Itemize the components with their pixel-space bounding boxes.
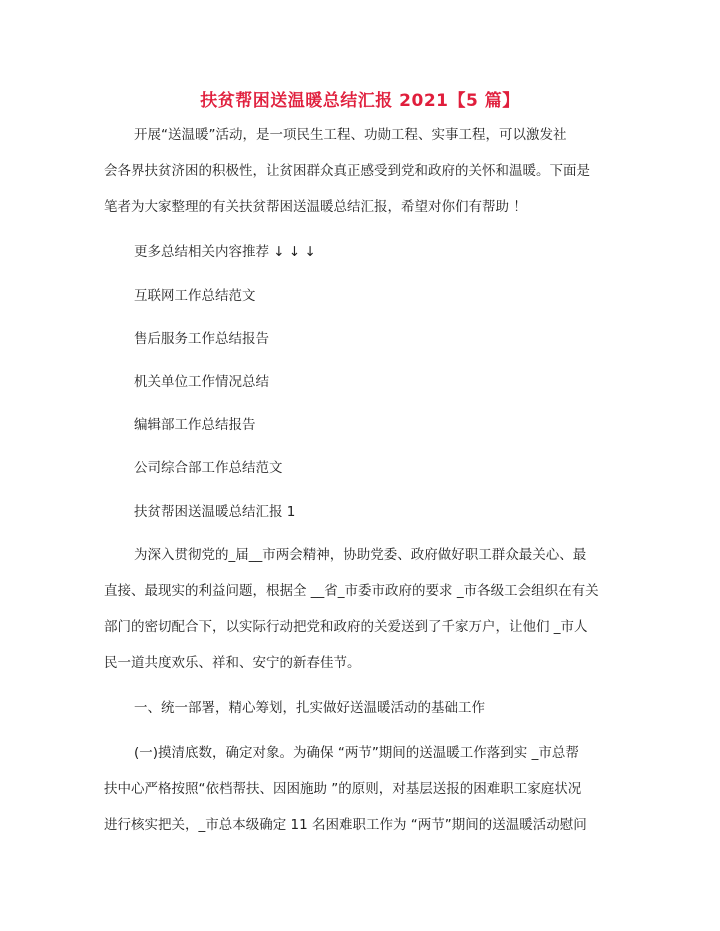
intro-line: 会各界扶贫济困的积极性，让贫困群众真正感受到党和政府的关怀和温暖。下面是 (104, 163, 590, 179)
body-line: 为深入贯彻党的_届__市两会精神，协助党委、政府做好职工群众最关心、最 (134, 547, 587, 563)
section-title: 扶贫帮困送温暖总结汇报 1 (134, 504, 296, 520)
body-line: 部门的密切配合下，以实际行动把党和政府的关爱送到了千家万户，让他们 _市人 (104, 619, 588, 635)
body-line: 扶中心严格按照“依档帮扶、因困施助 ”的原则，对基层送报的困难职工家庭状况 (104, 781, 582, 797)
intro-line: 笔者为大家整理的有关扶贫帮困送温暖总结汇报，希望对你们有帮助 ！ (104, 199, 527, 215)
recommend-link-agency[interactable]: 机关单位工作情况总结 (134, 374, 269, 390)
body-line: 进行核实把关，_市总本级确定 11 名困难职工作为 “两节”期间的送温暖活动慰问 (104, 817, 587, 833)
recommend-link-editorial[interactable]: 编辑部工作总结报告 (134, 417, 256, 433)
recommend-heading: 更多总结相关内容推荐 ↓ ↓ ↓ (134, 244, 316, 260)
recommend-link-after-sales[interactable]: 售后服务工作总结报告 (134, 331, 269, 347)
section-heading: 一、统一部署，精心筹划，扎实做好送温暖活动的基础工作 (134, 700, 485, 716)
body-line: (一)摸清底数，确定对象。为确保 “两节”期间的送温暖工作落到实 _市总帮 (134, 745, 579, 761)
recommend-link-internet[interactable]: 互联网工作总结范文 (134, 288, 256, 304)
body-line: 民一道共度欢乐、祥和、安宁的新春佳节。 (104, 655, 361, 671)
intro-line: 开展“送温暖”活动，是一项民生工程、功勋工程、实事工程，可以激发社 (134, 127, 567, 143)
body-line: 直接、最现实的利益问题，根据全 __省_市委市政府的要求 _市各级工会组织在有关 (104, 583, 599, 599)
document-title: 扶贫帮困送温暖总结汇报 2021【5 篇】 (200, 91, 520, 111)
recommend-link-general-dept[interactable]: 公司综合部工作总结范文 (134, 460, 283, 476)
